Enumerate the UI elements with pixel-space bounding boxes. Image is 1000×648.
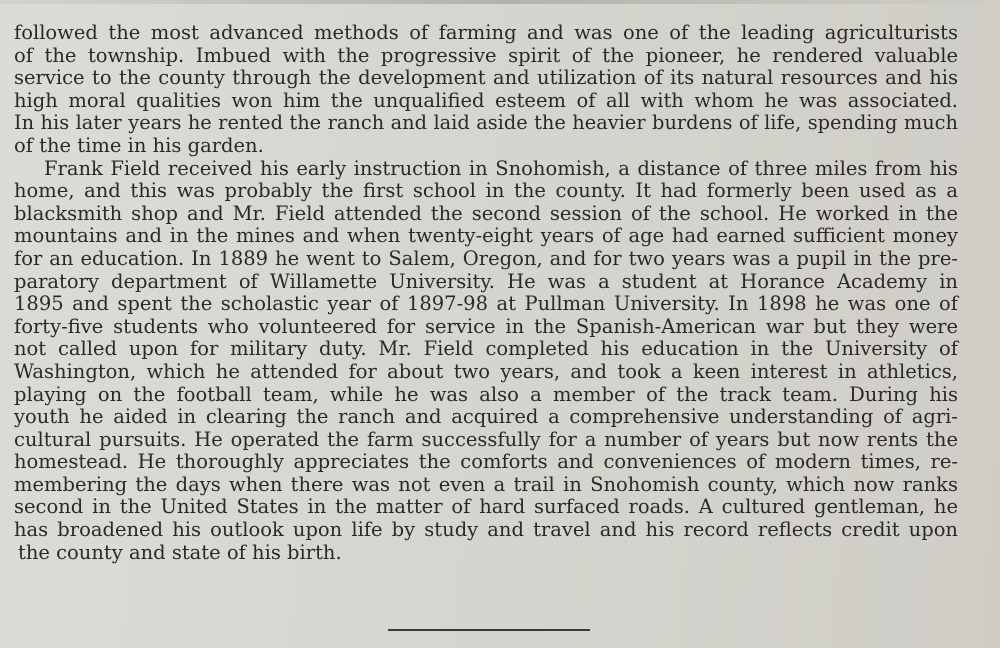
text-line: 1895 and spent the scholastic year of 1897-98 at Pullman University. In 1898 he was one of xyxy=(14,292,958,316)
paragraph-2 xyxy=(14,158,958,565)
text-line: Frank Field received his early instruction in Snohomish, a distance of three miles from his xyxy=(44,156,958,180)
text-line: second in the United States in the matter of hard surfaced roads. A cultured gentleman, he xyxy=(14,495,958,519)
text-line: forty-five students who volunteered for service in the Spanish-American war but they were xyxy=(14,314,958,338)
text-line: the county and state of his birth. xyxy=(18,540,342,564)
text-line: cultural pursuits. He operated the farm successfully for a number of years but now rents the xyxy=(14,427,958,451)
text-line: playing on the football team, while he was also a member of the track team. During his xyxy=(14,382,958,406)
page-top-edge xyxy=(0,0,1000,4)
text-line: Washington, which he attended for about two years, and took a keen interest in athletics, xyxy=(14,359,958,383)
text-line: service to the county through the development and utilization of its natural resources and his xyxy=(14,66,958,90)
text-line: of the township. Imbued with the progressive spirit of the pioneer, he rendered valuable xyxy=(14,43,958,67)
text-line: mountains and in the mines and when twenty-eight years of age had earned sufficient money xyxy=(14,224,958,248)
document-page xyxy=(14,22,958,564)
paragraph-1 xyxy=(14,22,958,158)
text-line: homestead. He thoroughly appreciates the comforts and conveniences of modern times, re- xyxy=(14,450,958,474)
text-line: followed the most advanced methods of farming and was one of the leading agriculturists xyxy=(14,21,958,44)
text-line: home, and this was probably the first school in the county. It had formerly been used as a xyxy=(14,179,958,203)
text-line: not called upon for military duty. Mr. Field completed his education in the University of xyxy=(14,337,958,361)
text-line: for an education. In 1889 he went to Salem, Oregon, and for two years was a pupil in the pre- xyxy=(14,246,958,270)
text-line: high moral qualities won him the unqualified esteem of all with whom he was associated. xyxy=(14,88,958,112)
text-line: In his later years he rented the ranch and laid aside the heavier burdens of life, spending much xyxy=(14,111,958,135)
text-line: paratory department of Willamette University. He was a student at Horance Academy in xyxy=(14,269,958,293)
text-line: has broadened his outlook upon life by study and travel and his record reflects credit upon xyxy=(14,518,958,542)
text-line: membering the days when there was not even a trail in Snohomish county, which now ranks xyxy=(14,472,958,496)
text-line: blacksmith shop and Mr. Field attended the second session of the school. He worked in the xyxy=(14,201,958,225)
text-line: of the time in his garden. xyxy=(14,133,264,157)
text-line: youth he aided in clearing the ranch and acquired a comprehensive understanding of agri- xyxy=(14,405,958,429)
end-rule-divider xyxy=(388,629,590,631)
